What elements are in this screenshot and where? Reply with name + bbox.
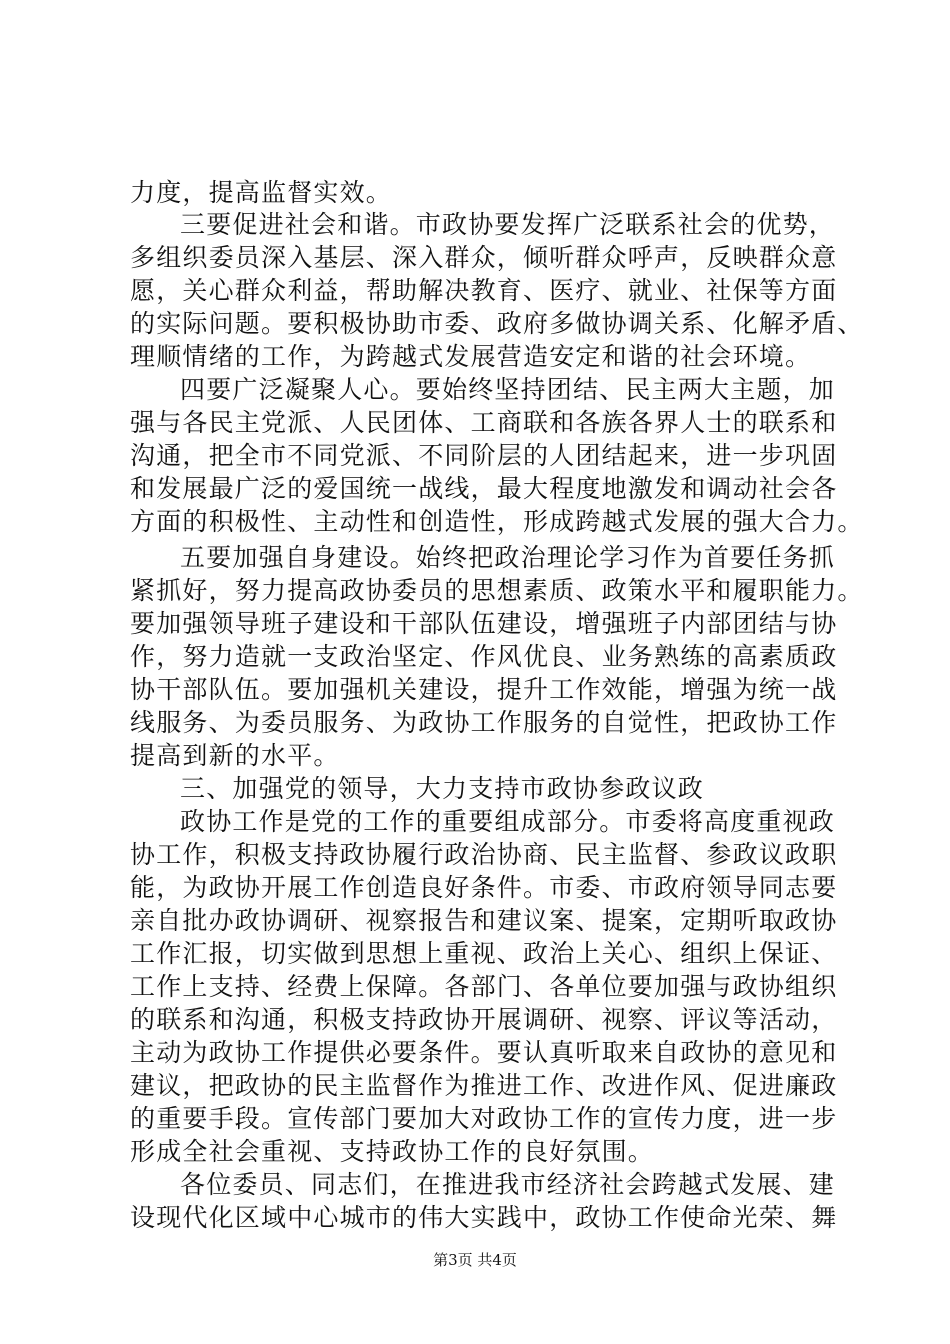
text-line: 的重要手段。宣传部门要加大对政协工作的宣传力度，进一步	[130, 1104, 838, 1133]
text-line: 能，为政协开展工作创造良好条件。市委、市政府领导同志要	[130, 873, 838, 902]
text-line: 紧抓好，努力提高政协委员的思想素质、政策水平和履职能力。	[130, 576, 864, 605]
text-line: 工作汇报，切实做到思想上重视、政治上关心、组织上保证、	[130, 939, 838, 968]
text-line: 亲自批办政协调研、视察报告和建议案、提案，定期听取政协	[130, 906, 838, 935]
paragraph-start-line: 各位委员、同志们，在推进我市经济社会跨越式发展、建	[180, 1170, 836, 1199]
text-line: 多组织委员深入基层、深入群众，倾听群众呼声，反映群众意	[130, 243, 838, 272]
paragraph-start-line: 政协工作是党的工作的重要组成部分。市委将高度重视政	[180, 807, 836, 836]
text-line: 的联系和沟通，积极支持政协开展调研、视察、评议等活动，	[130, 1005, 838, 1034]
paragraph-start-line: 四要广泛凝聚人心。要始终坚持团结、民主两大主题，加	[180, 375, 836, 404]
paragraph-start-line: 三要促进社会和谐。市政协要发挥广泛联系社会的优势，	[180, 210, 836, 239]
text-line: 协工作，积极支持政协履行政治协商、民主监督、参政议政职	[130, 840, 838, 869]
text-line: 作，努力造就一支政治坚定、作风优良、业务熟练的高素质政	[130, 642, 838, 671]
text-line: 协干部队伍。要加强机关建设，提升工作效能，增强为统一战	[130, 675, 838, 704]
text-line: 的实际问题。要积极协助市委、政府多做协调关系、化解矛盾、	[130, 309, 864, 338]
text-line: 线服务、为委员服务、为政协工作服务的自觉性，把政协工作	[130, 708, 838, 737]
page-number-footer: 第3页 共4页	[433, 1251, 517, 1269]
text-line: 提高到新的水平。	[130, 741, 340, 770]
text-line: 强与各民主党派、人民团体、工商联和各族各界人士的联系和	[130, 408, 838, 437]
text-line: 设现代化区域中心城市的伟大实践中，政协工作使命光荣、舞	[130, 1203, 838, 1232]
text-line: 方面的积极性、主动性和创造性，形成跨越式发展的强大合力。	[130, 507, 864, 536]
text-line: 工作上支持、经费上保障。各部门、各单位要加强与政协组织	[130, 972, 838, 1001]
text-line: 沟通，把全市不同党派、不同阶层的人团结起来，进一步巩固	[130, 441, 838, 470]
text-line: 建议，把政协的民主监督作为推进工作、改进作风、促进廉政	[130, 1071, 838, 1100]
text-line: 力度，提高监督实效。	[130, 178, 393, 207]
paragraph-start-line: 五要加强自身建设。始终把政治理论学习作为首要任务抓	[180, 543, 836, 572]
section-heading: 三、加强党的领导，大力支持市政协参政议政	[180, 774, 705, 803]
text-line: 和发展最广泛的爱国统一战线，最大程度地激发和调动社会各	[130, 474, 838, 503]
text-line: 要加强领导班子建设和干部队伍建设，增强班子内部团结与协	[130, 609, 838, 638]
text-line: 理顺情绪的工作，为跨越式发展营造安定和谐的社会环境。	[130, 342, 812, 371]
text-line: 主动为政协工作提供必要条件。要认真听取来自政协的意见和	[130, 1038, 838, 1067]
text-line: 愿，关心群众利益，帮助解决教育、医疗、就业、社保等方面	[130, 276, 838, 305]
text-line: 形成全社会重视、支持政协工作的良好氛围。	[130, 1137, 655, 1166]
